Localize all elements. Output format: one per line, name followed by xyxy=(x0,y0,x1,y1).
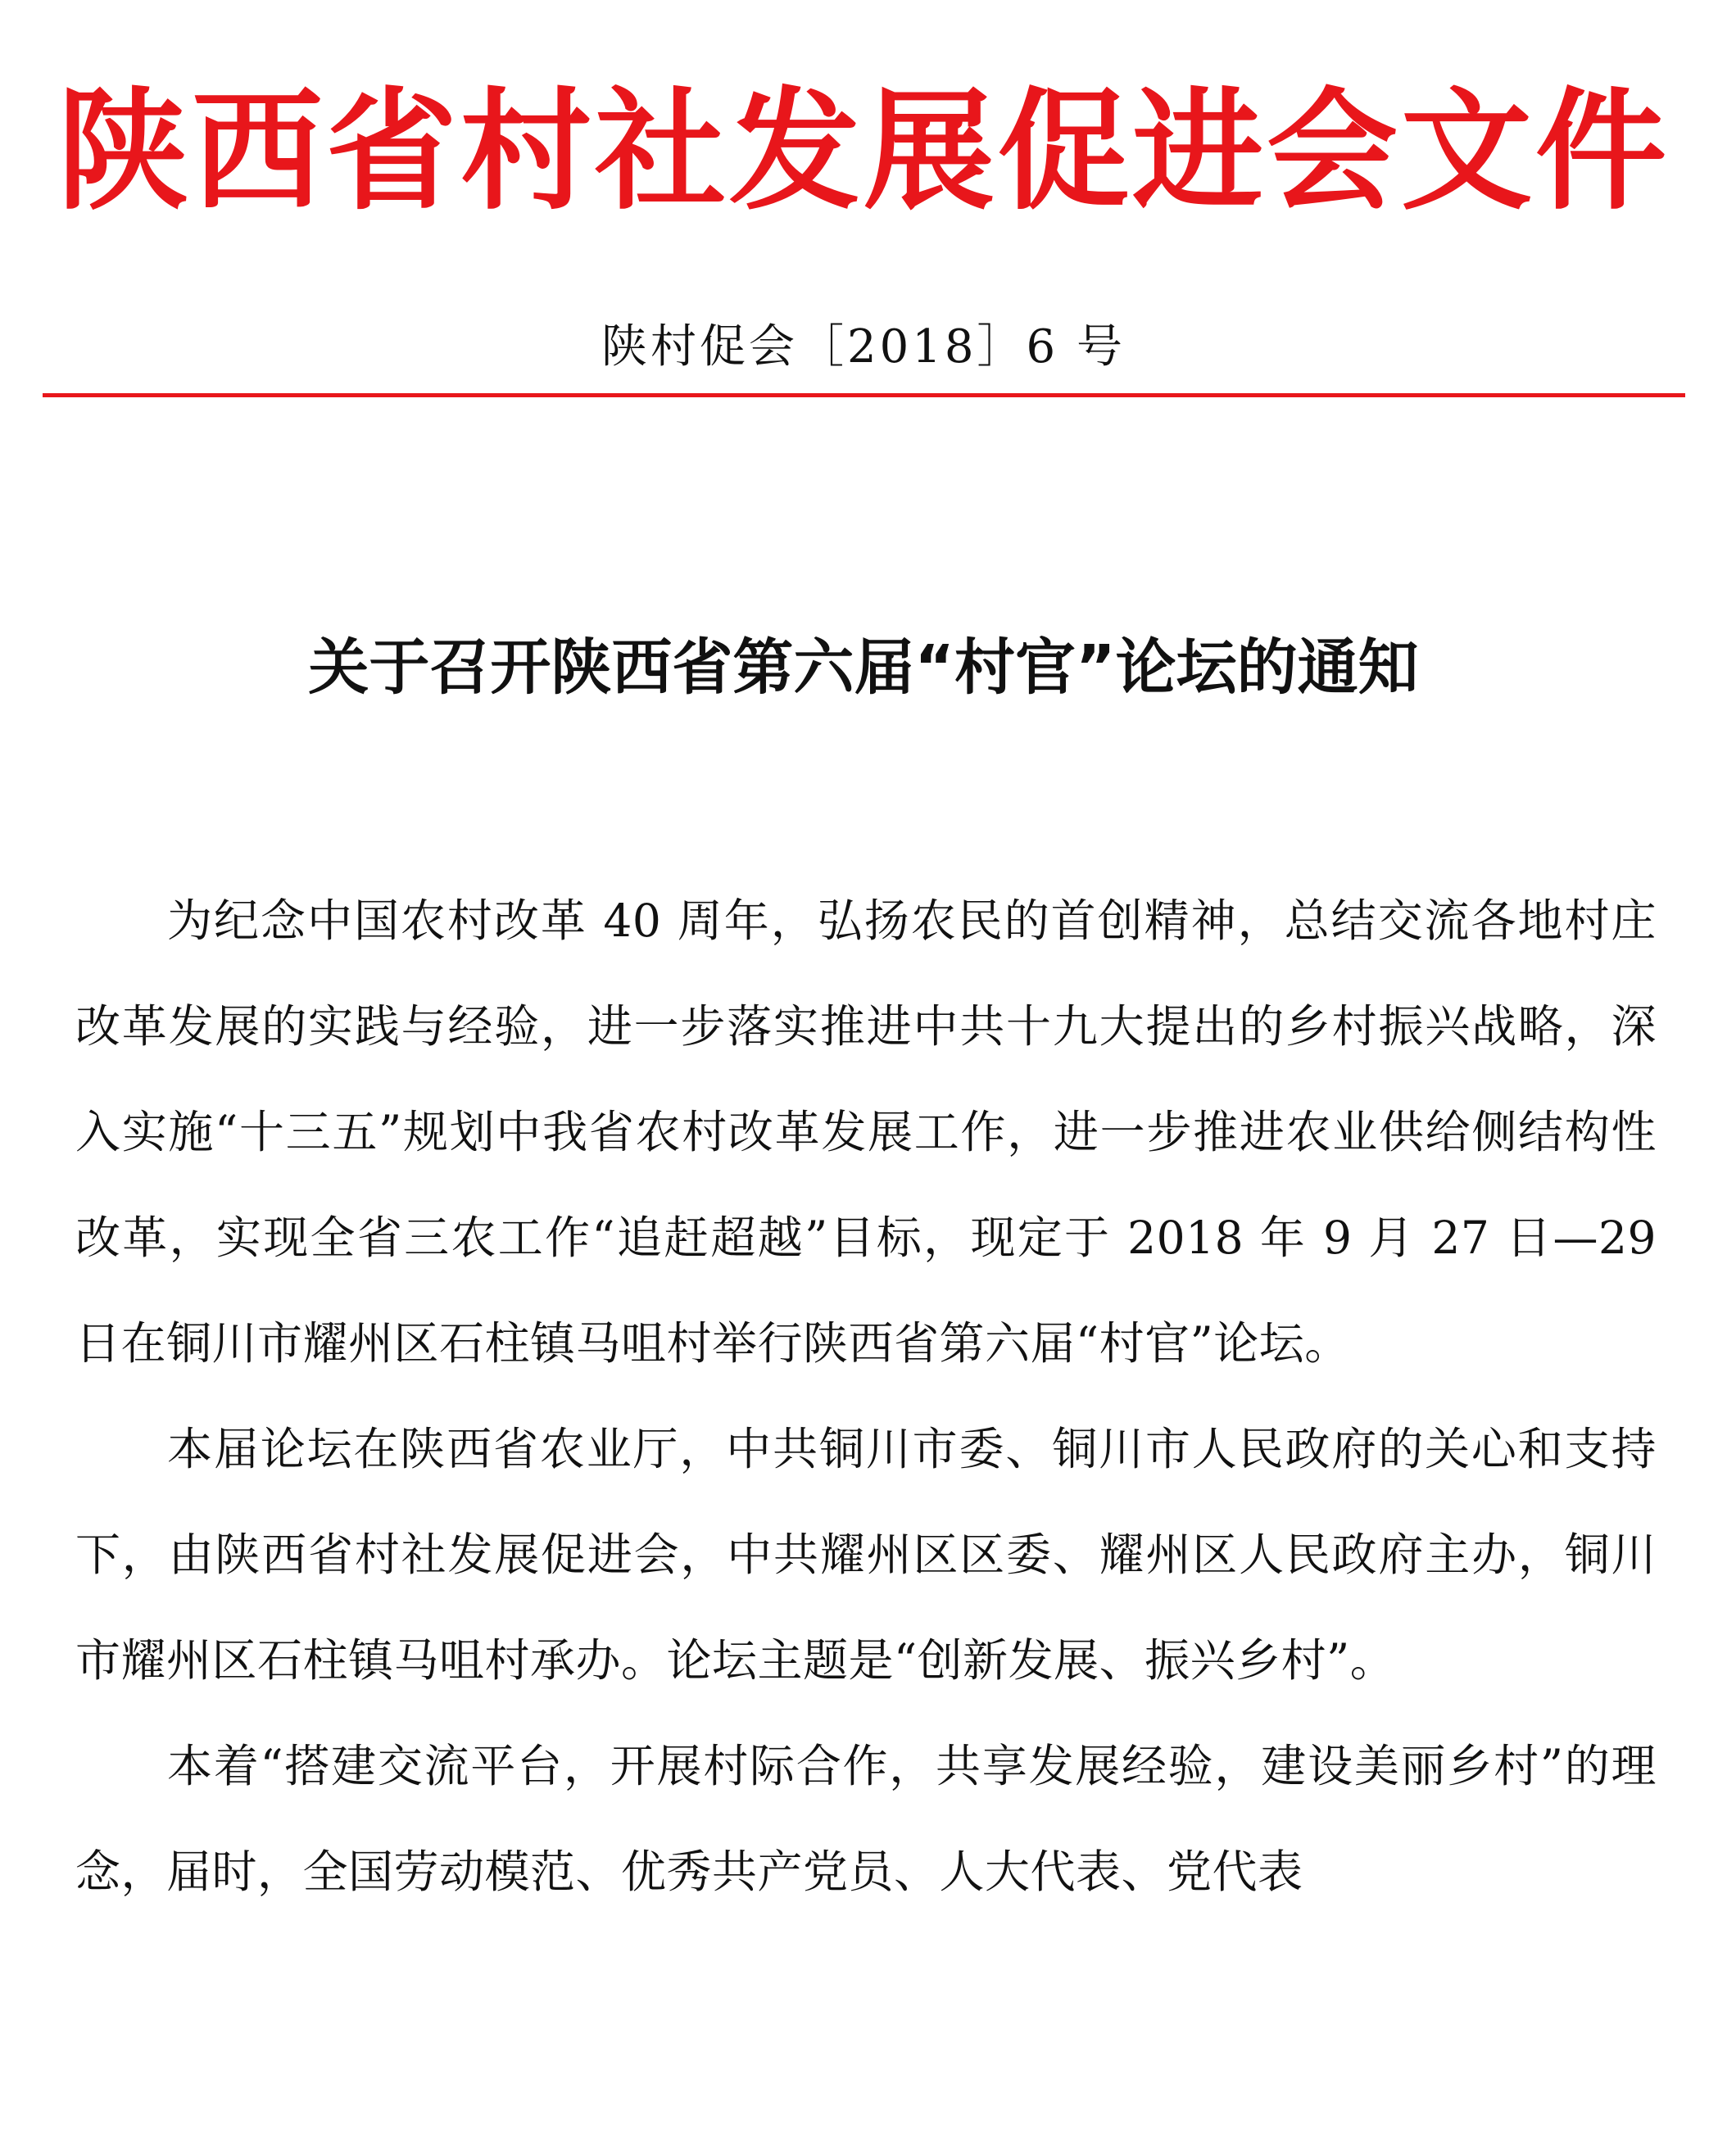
red-divider-line xyxy=(43,393,1685,397)
notice-body xyxy=(75,868,1657,1925)
document-number: 陕村促会［2018］6 号 xyxy=(601,320,1126,374)
notice-title: 关于召开陕西省第六届“村官”论坛的通知 xyxy=(308,632,1419,703)
document-masthead-title: 陕西省村社发展促进会文件 xyxy=(57,75,1670,228)
body-paragraph-2: 本届论坛在陕西省农业厅，中共铜川市委、铜川市人民政府的关心和支持下，由陕西省村社发展促进会，中共耀州区区委、耀州区人民政府主办，铜川市耀州区石柱镇马咀村承办。论坛主题是“创新发展、振兴乡村”。 xyxy=(75,1423,1657,1687)
body-paragraph-1: 为纪念中国农村改革 40 周年，弘扬农民的首创精神，总结交流各地村庄改革发展的实践与经验，进一步落实推进中共十九大提出的乡村振兴战略，深入实施“十三五”规划中我省农村改革发展工作，进一步推进农业供给侧结构性改革，实现全省三农工作“追赶超越”目标，现定于 2018 年 9 月 27 日—29 日在铜川市耀州区石柱镇马咀村举行陕西省第六届“村官”论坛。 xyxy=(75,895,1657,1370)
body-paragraph-3: 本着“搭建交流平台，开展村际合作，共享发展经验，建设美丽乡村”的理念，届时，全国劳动模范、优秀共产党员、人大代表、党代表 xyxy=(75,1740,1657,1898)
